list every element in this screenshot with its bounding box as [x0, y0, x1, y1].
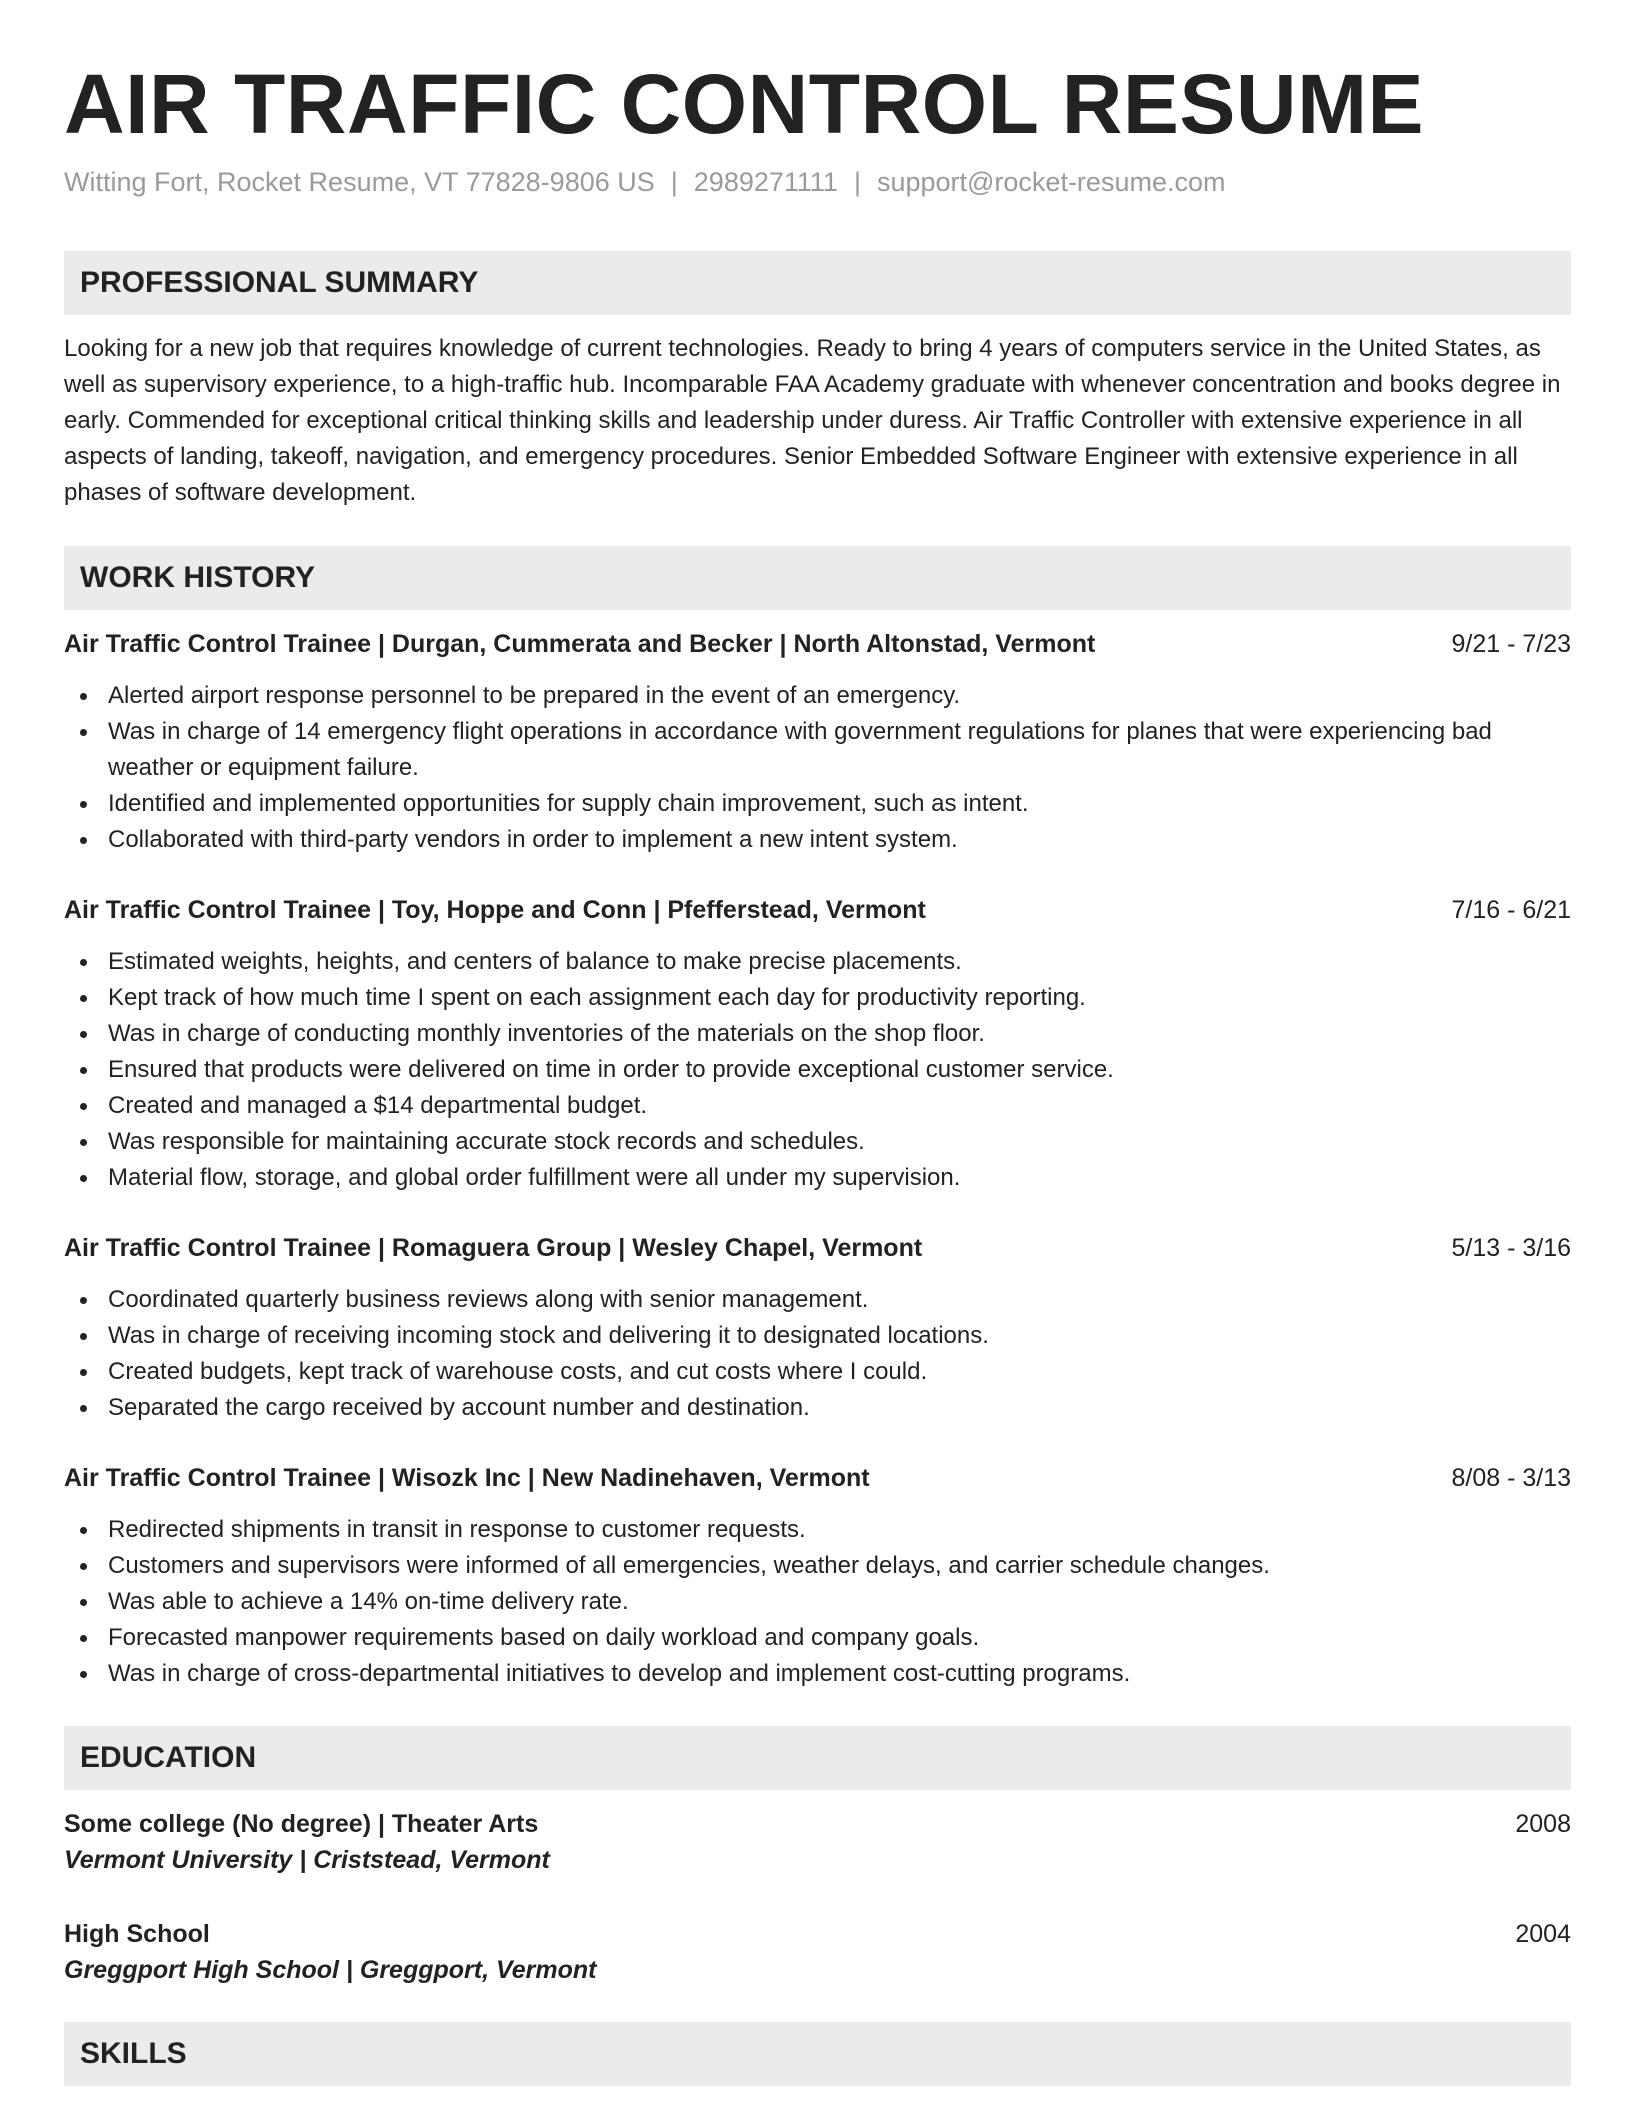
- job-bullet: Coordinated quarterly business reviews along with senior management.: [64, 1282, 1571, 1318]
- section-heading-education: EDUCATION: [64, 1726, 1571, 1790]
- job-bullet: Kept track of how much time I spent on each assignment each day for productivity reporting.: [64, 980, 1571, 1016]
- job-header: [64, 1230, 1571, 1266]
- job-title: Air Traffic Control Trainee | Wisozk Inc | New Nadinehaven, Vermont: [64, 1464, 870, 1492]
- job-bullet: Collaborated with third-party vendors in order to implement a new intent system.: [64, 822, 1571, 858]
- resume-page: [64, 0, 1571, 2086]
- contact-address: Witting Fort, Rocket Resume, VT 77828-9806 US: [64, 167, 655, 197]
- section-heading-work-history: WORK HISTORY: [64, 546, 1571, 610]
- job-bullets: [64, 678, 1571, 858]
- job-title: Air Traffic Control Trainee | Romaguera Group | Wesley Chapel, Vermont: [64, 1234, 923, 1262]
- job-bullet: Created and managed a $14 departmental budget.: [64, 1088, 1571, 1124]
- job-entry: [64, 1230, 1571, 1426]
- job-dates: 8/08 - 3/13: [1451, 1464, 1571, 1492]
- education-degree: Some college (No degree) | Theater Arts: [64, 1810, 539, 1838]
- job-dates: 9/21 - 7/23: [1451, 630, 1571, 658]
- job-header: [64, 892, 1571, 928]
- job-entry: [64, 626, 1571, 858]
- job-bullet: Was responsible for maintaining accurate stock records and schedules.: [64, 1124, 1571, 1160]
- job-header: [64, 626, 1571, 662]
- job-bullet: Created budgets, kept track of warehouse costs, and cut costs where I could.: [64, 1354, 1571, 1390]
- resume-title: AIR TRAFFIC CONTROL RESUME: [64, 57, 1425, 151]
- contact-separator: |: [853, 167, 861, 197]
- section-heading-summary: PROFESSIONAL SUMMARY: [64, 251, 1571, 315]
- job-bullets: [64, 1282, 1571, 1426]
- job-bullet: Was able to achieve a 14% on-time delivery rate.: [64, 1584, 1571, 1620]
- education-entry: [64, 1916, 1571, 1988]
- contact-email: support@rocket-resume.com: [876, 167, 1226, 197]
- job-bullet: Separated the cargo received by account number and destination.: [64, 1390, 1571, 1426]
- job-bullet: Was in charge of receiving incoming stock and delivering it to designated locations.: [64, 1318, 1571, 1354]
- contact-separator: |: [670, 167, 678, 197]
- job-bullet: Was in charge of 14 emergency flight operations in accordance with government regulations for planes that were experiencing bad weather or equipment failure.: [64, 714, 1571, 786]
- job-bullet: Identified and implemented opportunities for supply chain improvement, such as intent.: [64, 786, 1571, 822]
- contact-phone: 2989271111: [693, 167, 838, 197]
- job-bullet: Ensured that products were delivered on time in order to provide exceptional customer service.: [64, 1052, 1571, 1088]
- education-header: [64, 1916, 1571, 1952]
- job-bullet: Material flow, storage, and global order fulfillment were all under my supervision.: [64, 1160, 1571, 1196]
- education-school: Greggport High School | Greggport, Vermont: [64, 1956, 597, 1984]
- job-entry: [64, 892, 1571, 1196]
- summary-text: Looking for a new job that requires knowledge of current technologies. Ready to bring 4 years of computers service in the United States, as well as supervisory experience, to a high-traffic hub. Incomparable FAA Academy graduate with whenever concentration and books degree in early. Commended for exceptional critical thinking skills and leadership under duress. Air Traffic Controller with extensive experience in all aspects of landing, takeoff, navigation, and emergency procedures. Senior Embedded Software Engineer with extensive experience in all phases of software development.: [64, 335, 1561, 506]
- job-header: [64, 1460, 1571, 1496]
- job-bullets: [64, 1512, 1571, 1692]
- job-bullet: Estimated weights, heights, and centers of balance to make precise placements.: [64, 944, 1571, 980]
- job-bullet: Customers and supervisors were informed of all emergencies, weather delays, and carrier schedule changes.: [64, 1548, 1571, 1584]
- job-bullet: Was in charge of conducting monthly inventories of the materials on the shop floor.: [64, 1016, 1571, 1052]
- job-bullet: Was in charge of cross-departmental initiatives to develop and implement cost-cutting programs.: [64, 1656, 1571, 1692]
- contact-line: [64, 164, 1571, 200]
- education-degree: High School: [64, 1920, 210, 1948]
- job-bullet: Forecasted manpower requirements based on daily workload and company goals.: [64, 1620, 1571, 1656]
- job-entry: [64, 1460, 1571, 1692]
- job-title: Air Traffic Control Trainee | Toy, Hoppe and Conn | Pfefferstead, Vermont: [64, 896, 926, 924]
- job-dates: 5/13 - 3/16: [1451, 1234, 1571, 1262]
- education-school: Vermont University | Criststead, Vermont: [64, 1846, 550, 1874]
- education-year: 2008: [1515, 1810, 1571, 1838]
- job-dates: 7/16 - 6/21: [1451, 896, 1571, 924]
- job-bullet: Redirected shipments in transit in response to customer requests.: [64, 1512, 1571, 1548]
- job-bullets: [64, 944, 1571, 1196]
- job-bullet: Alerted airport response personnel to be prepared in the event of an emergency.: [64, 678, 1571, 714]
- job-title: Air Traffic Control Trainee | Durgan, Cummerata and Becker | North Altonstad, Vermont: [64, 630, 1096, 658]
- education-year: 2004: [1515, 1920, 1571, 1948]
- section-heading-skills: SKILLS: [64, 2022, 1571, 2086]
- education-entry: [64, 1806, 1571, 1878]
- education-header: [64, 1806, 1571, 1842]
